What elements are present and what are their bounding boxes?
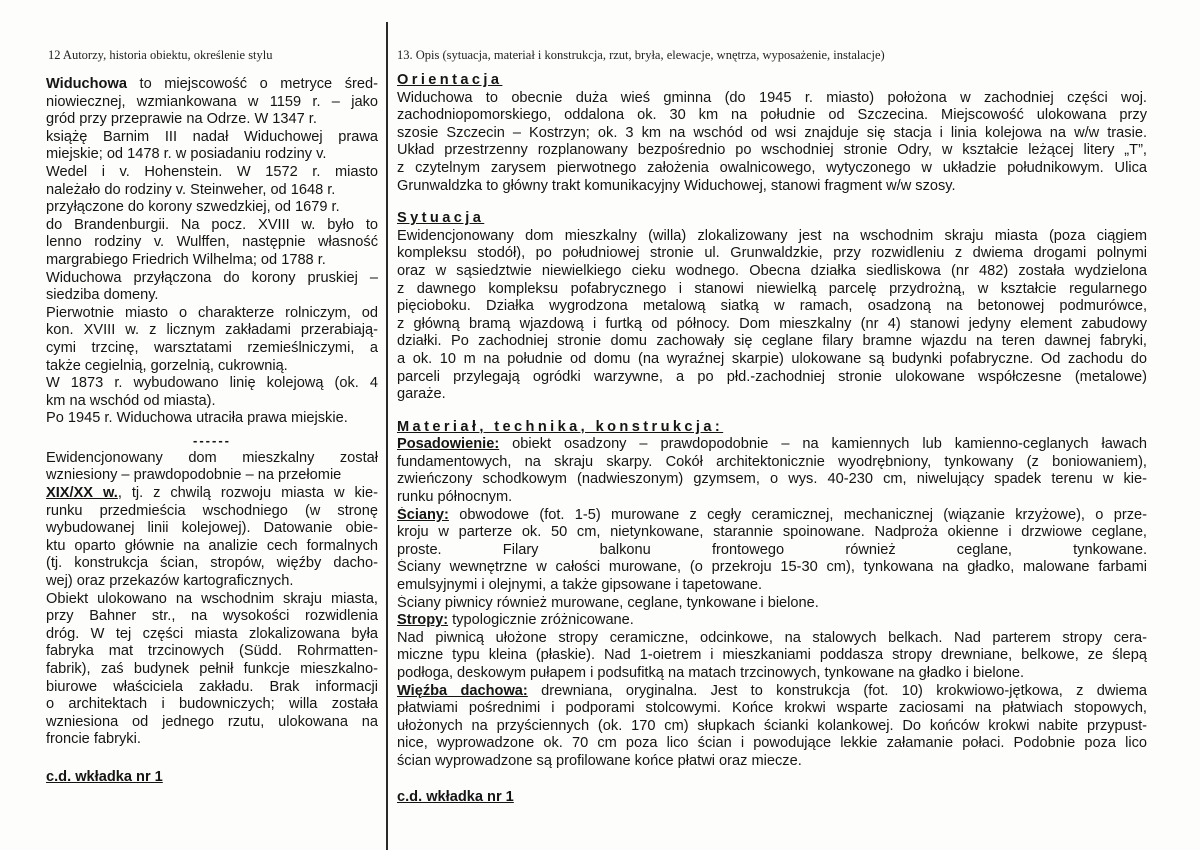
text-line	[397, 369, 1147, 387]
right-column-body	[397, 72, 1147, 805]
text-line	[46, 643, 378, 661]
separator-dashes: ------	[193, 432, 231, 448]
text-segment: Widuchowa to obecnie duża wieś gminna (do 1945 r. miasto) położona w zachodniej części woj.	[397, 89, 1147, 106]
text-segment: Więźba dachowa:	[397, 682, 528, 699]
text-segment: fundamentowych, na skraju skarpy. Cokół architektonicznie wyodrębniony, tynkowany (z boniowaniem),	[397, 453, 1147, 470]
text-line	[46, 714, 378, 732]
text-line	[397, 753, 1147, 771]
text-line	[46, 76, 378, 94]
text-line	[46, 573, 378, 591]
text-segment: z dawnego kompleksu pofabrycznego i stanowi niewielką parcelę przydrożną, w kształcie regularnego	[397, 280, 1147, 297]
text-segment: z czytelnym zarysem pierwotnego założenia owalnicowego, wytyczonego w układzie południkowym. Ulica	[397, 159, 1147, 176]
text-line	[46, 679, 378, 697]
text-line	[46, 393, 378, 411]
spacer	[397, 195, 1147, 210]
text-line	[397, 612, 1147, 630]
text-line	[397, 333, 1147, 351]
history-text	[46, 76, 378, 428]
text-segment: typologicznie zróżnicowane.	[448, 612, 634, 629]
text-line	[397, 471, 1147, 489]
text-line	[46, 375, 378, 393]
text-segment: margrabiego Friedrich Wilhelma; od 1788 r.	[46, 251, 326, 268]
text-segment: wybudowanej linii kolejowej). Datowanie obie-	[46, 520, 378, 537]
text-line	[46, 287, 378, 305]
sytuacja-heading: Sytuacja	[397, 210, 485, 227]
text-line	[46, 164, 378, 182]
text-segment: podłoga, deskowym pułapem i podsufitką na matach trzcinowych, tynkowane na gładko i bielone.	[397, 665, 1025, 681]
text-line	[46, 731, 378, 749]
text-line	[46, 358, 378, 376]
text-line	[397, 160, 1147, 178]
text-segment: to miejscowość o metryce śred-	[126, 76, 378, 92]
text-line	[397, 630, 1147, 648]
text-line	[397, 683, 1147, 701]
text-segment: miejskie; od 1478 r. w posiadaniu rodziny v.	[46, 146, 327, 163]
text-segment: Stropy:	[397, 612, 449, 629]
text-segment: cymi trzcinę, warsztatami rzemieślniczymi, a	[46, 339, 378, 356]
text-segment: Obiekt ulokowano na wschodnim skraju miasta,	[46, 590, 378, 607]
text-segment: kroju w parterze ok. 50 cm, nietynkowane, starannie spoinowane. Nadproża okienne i drzwiowe ceglane,	[397, 524, 1147, 541]
text-line	[46, 626, 378, 644]
text-line	[397, 298, 1147, 316]
text-segment: W 1873 r. wybudowano linię kolejową (ok. 4	[46, 375, 378, 392]
text-segment: obiekt osadzony – prawdopodobnie – na kamiennych lub kamienno-ceglanych ławach	[499, 436, 1147, 453]
text-segment: szosie Szczecin – Kostrzyn; ok. 3 km na wschód od wsi znajduje się stacja i linia kolejowa na w/w trasie.	[397, 124, 1147, 141]
text-segment: Nad piwnicą ułożone stropy ceramiczne, odcinkowe, na stalowych belkach. Nad parterem stropy cera-	[397, 629, 1147, 646]
text-line	[397, 245, 1147, 263]
text-segment: Po 1945 r. Widuchowa utraciła prawa miejskie.	[46, 410, 348, 427]
text-segment: siedziba domeny.	[46, 287, 159, 304]
text-segment: Układ przestrzenny rozplanowany bezpośrednio po wschodniej stronie Odry, w kształcie leżącej litery „T”,	[397, 142, 1147, 159]
text-segment: Wedel i v. Hohenstein. W 1572 r. miasto	[46, 163, 378, 180]
text-line	[46, 538, 378, 556]
text-segment: Posadowienie:	[397, 436, 500, 453]
text-segment: fabrik), zaś budynek pełnił funkcje mieszkalno-	[46, 661, 378, 677]
spacer	[397, 771, 1147, 789]
text-segment: wzniesiona od jednego rzutu, ulokowana na	[46, 713, 378, 730]
text-segment: proste. Filary balkonu frontowego również ceglane, tynkowane.	[397, 541, 1147, 558]
text-segment: parceli przylegają ogródki warzywne, a po płd.-zachodniej stronie ulokowane współczesne (metalowe)	[397, 368, 1147, 385]
text-line	[397, 228, 1147, 246]
text-line	[46, 94, 378, 112]
continuation-note-right: c.d. wkładka nr 1	[397, 788, 514, 805]
text-line	[46, 217, 378, 235]
orientacja-heading: Orientacja	[397, 72, 503, 88]
column-divider	[386, 22, 388, 850]
text-segment: lenno rodziny v. Wulffen, następnie własność	[46, 234, 378, 251]
text-segment: pięcioboku. Działka wygrodzona metalową siatką w ramach, osadzoną na betonowej podmurówce,	[397, 298, 1147, 315]
text-line	[46, 503, 378, 521]
text-segment: Ściany piwnicy również murowane, ceglane, tynkowane i bielone.	[397, 594, 819, 611]
text-line	[397, 542, 1147, 560]
text-segment: Ściany:	[397, 506, 449, 523]
text-segment: oraz w sąsiedztwie niewielkiego cieku wodnego. Obecna działka siedliskowa (nr 482) została wydzielona	[397, 262, 1147, 279]
text-line	[46, 696, 378, 714]
text-line	[397, 718, 1147, 736]
left-column-body	[46, 76, 378, 785]
text-segment: płatwiami pośrednimi i podporami stolcowymi. Końce krokwi wsparte zaciosami na płatwiach stopowych,	[397, 700, 1147, 717]
material-text	[397, 436, 1147, 770]
text-line	[46, 467, 378, 485]
continuation-note-left: c.d. wkładka nr 1	[46, 768, 163, 785]
text-line	[397, 316, 1147, 334]
text-segment: Widuchowa przyłączona do korony pruskiej –	[46, 269, 378, 286]
text-segment: emulsyjnymi i olejnymi, a także gipsowane i tapetowane.	[397, 577, 763, 594]
text-line	[46, 182, 378, 200]
text-segment: Ewidencjonowany dom mieszkalny został	[46, 449, 378, 466]
text-segment: gród przy przeprawie na Odrze. W 1347 r.	[46, 111, 317, 128]
text-line	[46, 450, 378, 468]
text-segment: drewniana, oryginalna. Jest to konstrukcja (fot. 10) krokwiowo-jętkowa, z dwiema	[527, 682, 1147, 699]
text-line	[397, 577, 1147, 595]
text-segment: ułożonych na przyściennych (ok. 170 cm) słupkach ścianki kolankowej. Do końców krokwi nabite przypust-	[397, 717, 1147, 734]
text-line	[46, 322, 378, 340]
text-segment: Pierwotnie miasto o charakterze rolniczym, od	[46, 304, 378, 321]
text-segment: Grunwaldzka to główny trakt komunikacyjny Widuchowej, stanowi fragment w/w szosy.	[397, 177, 956, 194]
orientacja-text	[397, 90, 1147, 196]
text-line	[397, 524, 1147, 542]
text-line	[397, 595, 1147, 613]
text-line	[397, 559, 1147, 577]
text-segment: nice, wyprowadzone ok. 70 cm poza lico ścian i powodujące lekkie załamanie połaci. Podobnie poza lico	[397, 735, 1147, 752]
text-segment: niowiecznej, wzmiankowana w 1159 r. – jako	[46, 93, 378, 110]
text-line	[397, 125, 1147, 143]
text-line	[46, 555, 378, 573]
text-segment: wej) oraz przekazów kartograficznych.	[46, 573, 294, 590]
text-line	[397, 454, 1147, 472]
text-segment: kon. XVIII w. z licznym zakładami przerabiają-	[46, 322, 378, 339]
text-segment: XIX/XX w.	[46, 485, 118, 502]
text-line	[46, 591, 378, 609]
text-segment: (tj. konstrukcja ścian, stropów, więźby dacho-	[46, 555, 378, 572]
text-line	[46, 111, 378, 129]
spacer	[46, 749, 378, 769]
text-segment: książę Barnim III nadał Widuchowej prawa	[46, 128, 378, 145]
text-segment: do Brandenburgii. Na pocz. XVIII w. było to	[46, 216, 378, 233]
text-line	[46, 252, 378, 270]
text-line	[46, 410, 378, 428]
text-segment: wzniesiony – prawdopodobnie – na przełomie	[46, 467, 342, 484]
text-segment: obwodowe (fot. 1-5) murowane z cegły ceramicznej, mechanicznej (wiązanie krzyżowe), o prze-	[448, 506, 1147, 523]
text-line	[46, 520, 378, 538]
text-line	[397, 107, 1147, 125]
text-line	[397, 700, 1147, 718]
text-line	[46, 234, 378, 252]
text-segment: froncie fabryki.	[46, 731, 141, 748]
text-line	[397, 351, 1147, 369]
text-line	[46, 485, 378, 503]
section-13-header: 13. Opis (sytuacja, materiał i konstrukcja, rzut, bryła, elewacje, wnętrza, wyposażenie, instalacje)	[397, 48, 885, 62]
text-segment: z główną bramą wjazdową i furtką od północy. Dom mieszkalny (nr 4) stanowi jedyny element zabudowy	[397, 315, 1147, 332]
text-segment: Ściany wewnętrzne w całości murowane, (o przekroju 15-30 cm), tynkowana na gładko, malowane farbami	[397, 559, 1147, 576]
text-line	[397, 735, 1147, 753]
material-heading: Materiał, technika, konstrukcja:	[397, 418, 724, 435]
text-segment: Ewidencjonowany dom mieszkalny (willa) zlokalizowany jest na wschodnim skraju miasta (poza ciągiem	[397, 227, 1147, 244]
text-segment: , tj. z chwilą rozwoju miasta w kie-	[117, 485, 378, 502]
text-line	[46, 129, 378, 147]
text-line	[397, 507, 1147, 525]
text-segment: działki. Po zachodniej stronie domu zachowały się ceglane filary bramne wjazdu na teren dawnej fabryki,	[397, 333, 1147, 350]
text-segment: garaże.	[397, 386, 446, 403]
text-line	[46, 146, 378, 164]
text-line	[397, 665, 1147, 683]
text-segment: ścian wyprowadzone są profilowane końce płatwi oraz miecze.	[397, 752, 802, 769]
text-line	[46, 340, 378, 358]
sytuacja-text	[397, 228, 1147, 404]
text-line	[46, 199, 378, 217]
text-segment: przy Bahner str., na wysokości rozwidlenia	[46, 608, 378, 625]
text-segment: o architektach i budowniczych; willa została	[46, 696, 378, 713]
text-segment: kompleksu stodół), po południowej stronie ul. Grunwaldzkie, przy rozwidleniu z dwiema drogami polnymi	[397, 245, 1147, 262]
text-line	[397, 386, 1147, 404]
text-line	[397, 436, 1147, 454]
text-segment: dróg. W tej części miasta zlokalizowana była	[46, 625, 378, 642]
text-line	[397, 281, 1147, 299]
text-line	[397, 263, 1147, 281]
text-segment: a ok. 10 m na południe od domu (na wyraźnej skarpie) ulokowane są budynki pofabryczne. Od zachodu do	[397, 350, 1147, 367]
object-dating-text	[46, 450, 378, 749]
spacer	[397, 404, 1147, 419]
text-line	[397, 489, 1147, 507]
text-line	[397, 178, 1147, 196]
text-segment: runku północnym.	[397, 489, 513, 506]
text-segment: zwieńczony schodkowym (nadwieszonym) gzymsem, o wys. 40-230 cm, niwelujący spadek terenu w kie-	[397, 471, 1147, 488]
text-line	[397, 142, 1147, 160]
text-segment: fabryka mat trzcinowych (Südd. Rohrmatten-	[46, 643, 378, 660]
text-line	[46, 305, 378, 323]
text-line	[397, 647, 1147, 665]
text-line	[397, 90, 1147, 108]
text-line	[46, 270, 378, 288]
text-line	[46, 661, 378, 679]
text-segment: Widuchowa	[46, 76, 127, 92]
text-segment: także cegielnią, gorzelnią, cukrownią.	[46, 357, 288, 374]
text-segment: przyłączone do korony szwedzkiej, od 1679 r.	[46, 199, 340, 216]
section-12-header: 12 Autorzy, historia obiektu, określenie stylu	[48, 48, 273, 62]
text-segment: runku przedmieścia wschodniego (w stronę	[46, 502, 378, 519]
text-line	[46, 608, 378, 626]
text-segment: zachodniopomorskiego, oddalona ok. 30 km na południe od Szczecina. Miejscowość ulokowana przy	[397, 107, 1147, 124]
text-segment: biurowe właściciela zakładu. Brak informacji	[46, 678, 378, 695]
text-segment: miczne typu kleina (płaskie). Nad 1-oietrem i mieszkaniami poddasza stropy drewniane, belkowe, ze ślepą	[397, 647, 1147, 664]
text-segment: km na wschód od miasta).	[46, 392, 216, 409]
text-segment: należało do rodziny v. Steinweher, od 1648 r.	[46, 181, 336, 198]
text-segment: ktu oparto głównie na analizie cech formalnych	[46, 537, 378, 554]
